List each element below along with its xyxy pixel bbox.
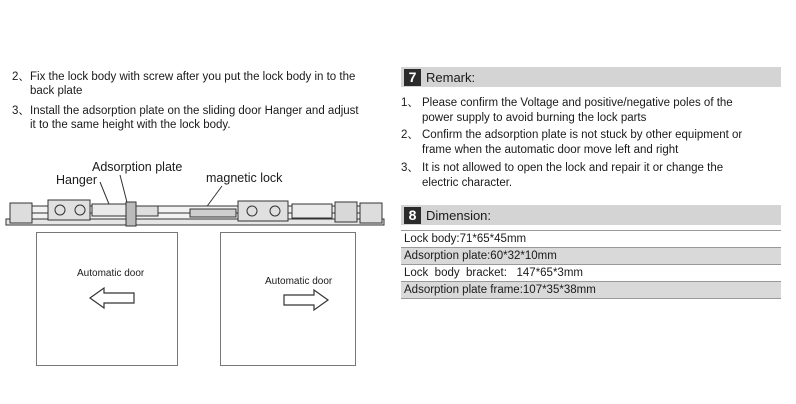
remark-line1: Please confirm the Voltage and positive/negative poles of the [422, 97, 733, 109]
install-step-2 [12, 70, 382, 98]
step-number: 2、 [12, 71, 30, 83]
remark-line1: Confirm the adsorption plate is not stuck by other equipment or [422, 129, 743, 141]
arrow-right-icon [280, 288, 330, 312]
section-number-badge: 8 [404, 207, 421, 224]
step-text-line2: back plate [30, 85, 83, 97]
section-title: Remark: [426, 70, 476, 85]
remark-line2: frame when the automatic door move left and right [422, 144, 679, 156]
remark-line1: It is not allowed to open the lock and repair it or change the [422, 162, 724, 174]
right-door-label: Automatic door [265, 276, 333, 287]
step-text-line1: Fix the lock body with screw after you put the lock body in to the [30, 71, 356, 83]
dimension-row: Lock body:71*65*45mm [401, 230, 781, 247]
install-step-3 [12, 104, 382, 132]
remark-number: 1、 [401, 97, 419, 109]
section-number-badge: 7 [404, 69, 421, 86]
left-door-label: Automatic door [77, 268, 145, 279]
step-text-line2: it to the same height with the lock body. [30, 119, 231, 131]
step-text-line1: Install the adsorption plate on the sliding door Hanger and adjust [30, 105, 359, 117]
section-title: Dimension: [426, 208, 492, 223]
dimension-section-header [401, 205, 781, 225]
dimension-row: Adsorption plate:60*32*10mm [401, 247, 781, 264]
remark-line2: electric character. [422, 177, 513, 189]
adsorption-plate-label: Adsorption plate [92, 160, 183, 174]
step-number: 3、 [12, 105, 30, 117]
remark-item-1 [401, 96, 781, 126]
hanger-label: Hanger [56, 173, 97, 187]
arrow-left-icon [88, 286, 138, 310]
remark-item-3 [401, 161, 781, 191]
remark-number: 3、 [401, 162, 419, 174]
dimension-row: Lock body bracket: 147*65*3mm [401, 264, 781, 281]
remark-number: 2、 [401, 129, 419, 141]
remark-line2: power supply to avoid burning the lock parts [422, 112, 647, 124]
dimension-table [401, 230, 781, 299]
magnetic-lock-label: magnetic lock [206, 171, 283, 185]
dimension-row: Adsorption plate frame:107*35*38mm [401, 281, 781, 299]
remark-section-header [401, 67, 781, 87]
remark-item-2 [401, 128, 781, 158]
